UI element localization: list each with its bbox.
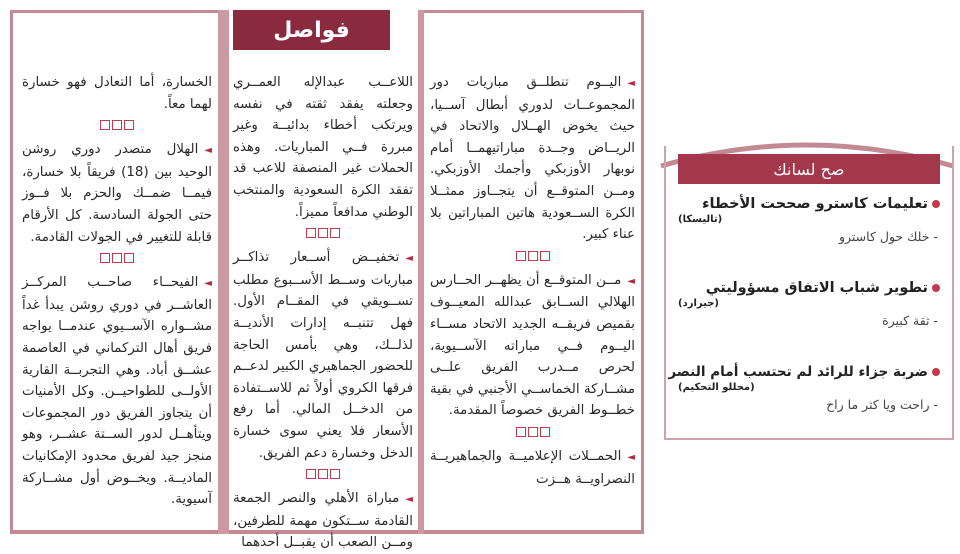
paragraph: ◄مــن المتوقــع أن يظهــر الحــارس الهلالي الســابق عبدالله المعيــوف بقميص فريقــه الجديد الاتحاد مســاء اليــوم فــي مباراته الآســيوية، لحرص مــدرب الفريق علــى مشــاركة الخماســي الأجنبي في بقية خطــوط الفريق خصوصاً المقدمة. [430,272,635,419]
quote-attribution: (محللو التحكيم) [678,382,755,393]
separator [430,251,635,266]
bullet-icon: ◄ [627,78,635,89]
quote-item [678,280,940,328]
quote-attribution: (تاليسكا) [678,214,723,225]
page-title: فواصل [233,10,390,50]
separator [233,469,413,484]
quote-reply: - ثقة كبيرة [882,313,938,328]
paragraph: اللاعــب عبدالإله العمــري وجعلته يفقد ثقته في نفسه ويرتكب أخطاء بدائيــة وغير مبررة فــي المباريات. وهذه الحملات غير المنصفة للاعب قد تفقد الكرة السعودية والمنتخب الوطني مدافعاً مميزاً. [233,75,413,220]
separator [22,120,212,135]
bullet-icon: ◄ [204,278,212,290]
separator [233,228,413,243]
quote-headline: ضربة جزاء للرائد لم تحتسب أمام النصر [668,364,928,380]
column-middle [233,72,413,554]
paragraph: ◄الفيحــاء صاحــب المركــز العاشــر في دوري روشن يبدأ غداً مشــواره الآســيوي عندمــا يواجه فريق أهال التركماني في العاصمة عشــق أباد. وهي التجربــة القارية الأولــى للطواحيــن. وكل الأمنيات أن يتجاوز الفريق دور المجموعات ويتأهــل لدور الســتة عشــر، وهو منجز جيد لفريق محدود الإمكانيات الماديــة. ويخــوض أول مشــاركة آسيوية. [22,275,212,508]
paragraph: ◄مباراة الأهلي والنصر الجمعة القادمة ســتكون مهمة للطرفين، ومــن الصعب أن يقبــل أحدهما [233,491,413,551]
bullet-icon: ◄ [405,253,413,265]
separator [430,427,635,442]
quote-headline: تطوير شباب الاتفاق مسؤوليتي [705,280,928,296]
column-left [22,72,212,511]
paragraph: ◄اليــوم تنطلــق مباريات دور المجموعــات لدوري أبطال آســيا، حيث يخوض الهــلال والاتحاد في الريــاض وجــدة مباراتيهمــا أمام نوبهار الأوزبكي وأجمك الأوزبكي. ومــن المتوقــع أن يتجــاوز ممثــلا الكرة الســعودية هاتين المباراتين بلا عناء كبير. [430,75,635,243]
frame-top-rule-left [10,10,218,13]
separator [22,253,212,268]
quote-item [678,196,940,244]
bullet-dot-icon [932,284,940,292]
paragraph: ◄الهلال متصدر دوري روشن الوحيد بين (18) فريقاً بلا خسارة، فيمــا ضمــك والحزم بلا فــوز حتى الجولة السادسة. كل الأرقام قابلة للتغيير في الجولات القادمة. [22,142,212,245]
quote-headline: تعليمات كاسترو صححت الأخطاء [702,196,928,212]
bullet-icon: ◄ [627,275,635,287]
paragraph: ◄الحمــلات الإعلاميــة والجماهيريــة النصراويــة هــزت [430,448,635,487]
paragraph: الخسارة، أما التعادل فهو خسارة لهما معاً. [22,75,212,112]
bullet-icon: ◄ [627,451,635,463]
frame-left-rule [10,10,13,534]
bullet-dot-icon [932,368,940,376]
column-divider-2 [418,10,424,534]
sidebox-title: صح لسانك [678,154,940,184]
bullet-dot-icon [932,200,940,208]
bullet-icon: ◄ [405,494,413,506]
quote-reply: - خلك حول كاسترو [838,229,938,244]
frame-top-rule-right [424,10,644,13]
quote-reply: - راحت ويا كثر ما راح [826,397,938,412]
column-divider-1 [218,10,229,534]
quote-attribution: (جيرارد) [678,298,719,309]
bullet-icon: ◄ [204,145,212,157]
quote-item [668,364,940,412]
column-right [430,72,635,490]
paragraph: ◄تخفيــض أســعار تذاكــر مباريات وســط الأســبوع مطلب تســويقي في المقــام الأول. فهل تتنبــه إدارات الأنديــة لذلــك، وهي بأمس الحاجة للحضور الجماهيري الكبير لدعــم فرقها الكروي أولاً ثم للاســتفادة من الدخــل المالي. أما رفع الأسعار فلا يعني سوى خسارة الدخل وخسارة دعم الفريق. [233,250,413,461]
frame-right-rule [641,10,644,534]
